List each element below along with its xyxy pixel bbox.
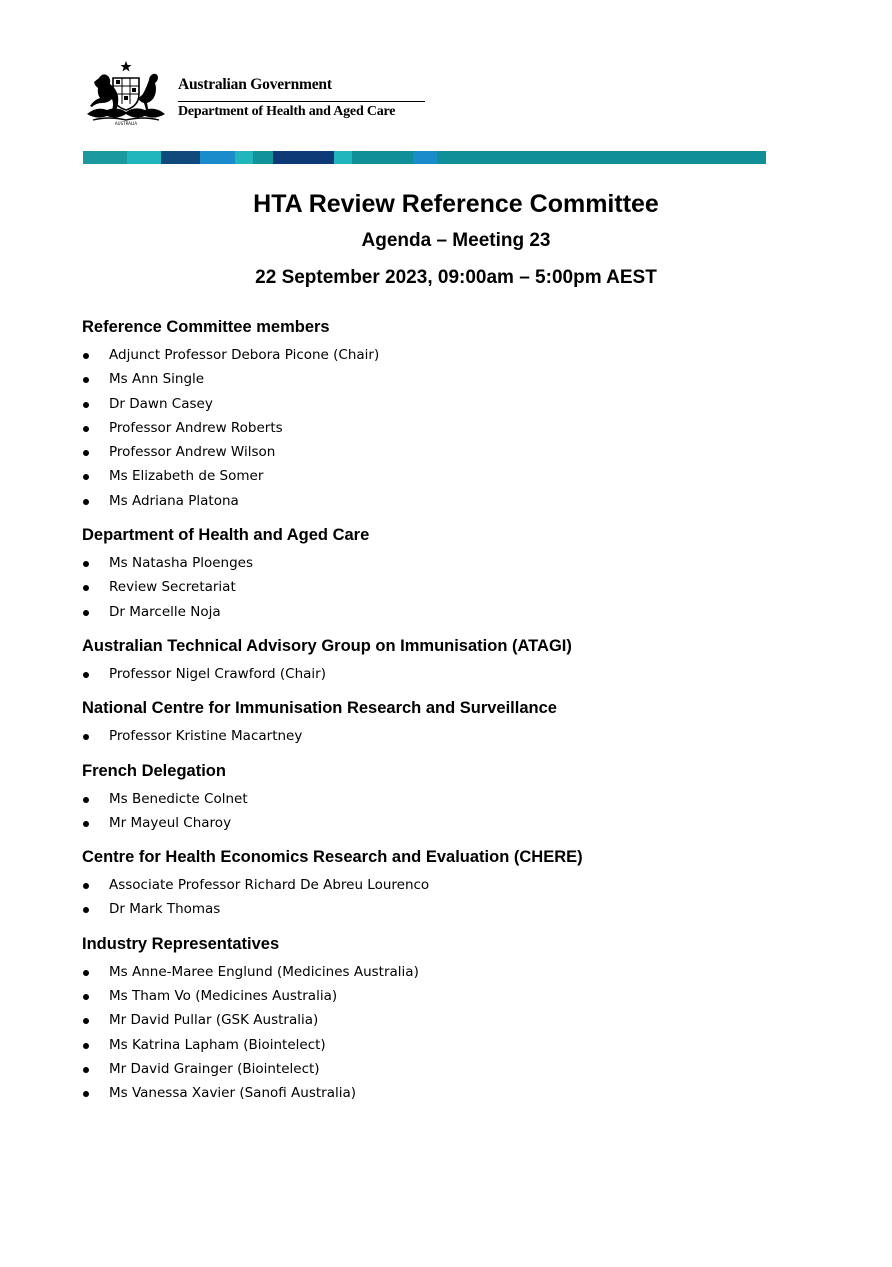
- attendee-name: Ms Anne-Maree Englund (Medicines Australia): [109, 963, 419, 980]
- bullet-icon: [83, 450, 89, 456]
- list-item: [82, 1057, 822, 1081]
- section-heading: Reference Committee members: [82, 318, 330, 336]
- list-item: [82, 464, 822, 488]
- attendee-name: Mr Mayeul Charoy: [109, 814, 232, 831]
- attendee-name: Dr Marcelle Noja: [109, 603, 221, 620]
- attendee-name: Ms Katrina Lapham (Biointelect): [109, 1036, 326, 1053]
- colour-strip-segment: [253, 151, 273, 164]
- list-item: [82, 489, 822, 513]
- list-item: [82, 440, 822, 464]
- attendee-bullet-list: [82, 343, 822, 513]
- list-item: [82, 960, 822, 984]
- bullet-icon: [83, 610, 89, 616]
- page-title: HTA Review Reference Committee: [253, 190, 659, 218]
- colour-strip-segment: [334, 151, 352, 164]
- bullet-icon: [83, 672, 89, 678]
- list-item: [82, 1008, 822, 1032]
- list-item: [82, 343, 822, 367]
- bullet-icon: [83, 426, 89, 432]
- attendee-section: [82, 634, 822, 686]
- attendee-name: Ms Elizabeth de Somer: [109, 468, 264, 485]
- government-name: Australian Government: [178, 76, 332, 93]
- colour-strip-segment: [83, 151, 127, 164]
- list-item: [82, 662, 822, 686]
- bullet-icon: [83, 994, 89, 1000]
- attendee-name: Mr David Pullar (GSK Australia): [109, 1012, 319, 1029]
- attendee-name: Ms Tham Vo (Medicines Australia): [109, 988, 338, 1005]
- bullet-icon: [83, 1091, 89, 1097]
- attendee-name: Associate Professor Richard De Abreu Lourenco: [109, 877, 430, 894]
- list-item: [82, 984, 822, 1008]
- government-header: [83, 60, 443, 126]
- attendee-name: Ms Benedicte Colnet: [109, 790, 248, 807]
- attendee-section: [82, 696, 822, 748]
- list-item: [82, 367, 822, 391]
- attendee-name: Professor Andrew Roberts: [109, 419, 283, 436]
- section-heading: Industry Representatives: [82, 934, 280, 953]
- attendee-name: Ms Natasha Ploenges: [109, 555, 253, 572]
- colour-strip-segment: [127, 151, 161, 164]
- bullet-icon: [83, 1018, 89, 1024]
- attendee-name: Ms Ann Single: [109, 371, 205, 388]
- attendee-name: Professor Nigel Crawford (Chair): [109, 665, 326, 682]
- list-item: [82, 897, 822, 921]
- attendee-name: Ms Adriana Platona: [109, 492, 239, 509]
- attendee-name: Ms Vanessa Xavier (Sanofi Australia): [109, 1085, 357, 1102]
- list-item: [82, 873, 822, 897]
- bullet-icon: [83, 797, 89, 803]
- bullet-icon: [83, 1043, 89, 1049]
- attendee-name: Professor Andrew Wilson: [109, 444, 276, 461]
- section-heading: French Delegation: [82, 761, 226, 780]
- document-titles: [83, 186, 829, 291]
- bullet-icon: [83, 402, 89, 408]
- colour-strip-segment: [273, 151, 334, 164]
- attendee-bullet-list: [82, 873, 822, 922]
- list-item: [82, 787, 822, 811]
- section-heading: National Centre for Immunisation Research and Surveillance: [82, 699, 557, 718]
- colour-strip-segment: [200, 151, 235, 164]
- bullet-icon: [83, 907, 89, 913]
- bullet-icon: [83, 970, 89, 976]
- list-item: [82, 600, 822, 624]
- section-heading: Department of Health and Aged Care: [82, 526, 370, 545]
- department-name: Department of Health and Aged Care: [178, 104, 396, 119]
- attendee-name: Dr Mark Thomas: [109, 901, 221, 918]
- attendee-name: Professor Kristine Macartney: [109, 728, 303, 745]
- list-item: [82, 811, 822, 835]
- colour-strip-segment: [161, 151, 200, 164]
- attendee-name: Mr David Grainger (Biointelect): [109, 1060, 320, 1077]
- bullet-icon: [83, 377, 89, 383]
- list-item: [82, 1033, 822, 1057]
- colour-strip-segment: [437, 151, 766, 164]
- attendee-name: Adjunct Professor Debora Picone (Chair): [109, 347, 380, 363]
- colour-strip-segment: [352, 151, 413, 164]
- bullet-icon: [83, 499, 89, 505]
- section-heading: Australian Technical Advisory Group on Immunisation (ATAGI): [82, 636, 572, 655]
- header-divider: [178, 101, 425, 102]
- section-heading: Centre for Health Economics Research and Evaluation (CHERE): [82, 848, 583, 867]
- list-item: [82, 1081, 822, 1105]
- colour-strip-segment: [413, 151, 437, 164]
- list-item: [82, 575, 822, 599]
- attendee-section: [82, 845, 822, 922]
- meeting-date: 22 September 2023, 09:00am – 5:00pm AEST: [255, 267, 657, 288]
- bullet-icon: [83, 1067, 89, 1073]
- attendee-section: [82, 523, 822, 624]
- colour-strip: [83, 151, 766, 164]
- attendee-bullet-list: [82, 551, 822, 624]
- bullet-icon: [83, 734, 89, 740]
- bullet-icon: [83, 883, 89, 889]
- page-subtitle: Agenda – Meeting 23: [361, 230, 551, 251]
- attendee-name: Dr Dawn Casey: [109, 395, 213, 412]
- list-item: [82, 551, 822, 575]
- list-item: [82, 724, 822, 748]
- attendee-bullet-list: [82, 662, 822, 686]
- attendee-section: [82, 932, 822, 1106]
- attendee-bullet-list: [82, 724, 822, 748]
- attendee-section: [82, 315, 822, 513]
- attendee-bullet-list: [82, 960, 822, 1106]
- coat-of-arms-icon: [83, 60, 169, 126]
- attendee-name: Review Secretariat: [109, 579, 236, 596]
- attendee-section: [82, 759, 822, 836]
- list-item: [82, 416, 822, 440]
- bullet-icon: [83, 821, 89, 827]
- list-item: [82, 392, 822, 416]
- attendee-bullet-list: [82, 787, 822, 836]
- bullet-icon: [83, 474, 89, 480]
- svg-text:AUSTRALIA: AUSTRALIA: [114, 121, 138, 126]
- colour-strip-segment: [235, 151, 253, 164]
- bullet-icon: [83, 585, 89, 591]
- attendee-list: [82, 315, 822, 1116]
- bullet-icon: [83, 353, 89, 359]
- bullet-icon: [83, 561, 89, 567]
